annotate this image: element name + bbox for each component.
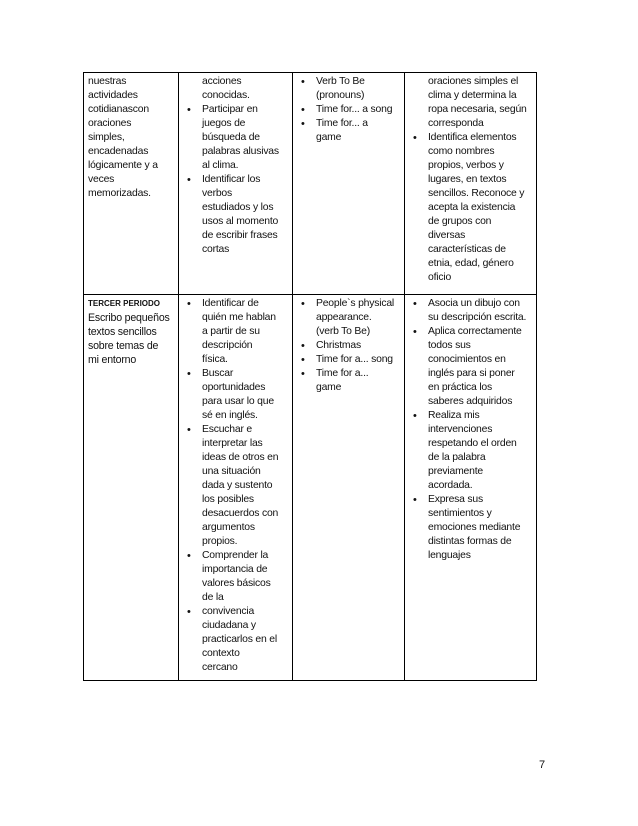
text-line: ciudadana y — [202, 620, 256, 631]
bullet-item — [316, 353, 400, 367]
text-line: practicarlos en el — [202, 634, 277, 645]
text-line: argumentos — [202, 522, 255, 533]
text-line: lugares, en textos — [428, 174, 507, 185]
text-line: verbos — [202, 188, 232, 199]
text-line: • Verb To Be — [316, 76, 365, 87]
text-line: contexto — [202, 648, 240, 659]
text-line: • Aplica correctamente — [428, 326, 522, 337]
row1-activities-continuation — [183, 75, 288, 103]
text-line: previamente — [428, 466, 483, 477]
row1-indicators-continuation — [409, 75, 532, 131]
text-line: • convivencia — [202, 606, 255, 617]
table-row — [84, 73, 537, 295]
text-line: de escribir frases — [202, 230, 278, 241]
bullet-item — [202, 605, 288, 675]
text-line: sé en inglés. — [202, 410, 258, 421]
bullet-item — [316, 75, 400, 103]
text-line: a partir de su — [202, 326, 260, 337]
text-line: su descripción escrita. — [428, 312, 527, 323]
row2-topics-list — [297, 297, 400, 395]
text-line: propios. — [202, 536, 238, 547]
row2-competence-cell — [84, 295, 179, 681]
text-line: • Asocia un dibujo con — [428, 298, 520, 309]
text-line: etnia, edad, género — [428, 258, 514, 269]
row1-activities-list — [183, 103, 288, 257]
text-line: actividades — [88, 90, 138, 101]
text-line: valores básicos — [202, 578, 271, 589]
text-line: una situación — [202, 466, 261, 477]
text-line: • Expresa sus — [428, 494, 483, 505]
text-line: saberes adquiridos — [428, 396, 513, 407]
text-line: • Participar en — [202, 104, 258, 115]
row1-indicators-cell — [405, 73, 537, 295]
text-line: • Time for a... — [316, 368, 369, 379]
text-line: • Time for... a song — [316, 104, 393, 115]
text-line: textos sencillos — [88, 326, 157, 338]
text-line: juegos de — [202, 118, 246, 129]
row2-indicators-list — [409, 297, 532, 563]
row2-activities-cell — [179, 295, 293, 681]
row1-competence-text — [88, 75, 174, 201]
text-line: • People`s physical — [316, 298, 395, 309]
bullet-item — [316, 339, 400, 353]
text-line: interpretar las — [202, 438, 263, 449]
text-line: • Comprender la — [202, 550, 269, 561]
text-line: acordada. — [428, 480, 473, 491]
text-line: los posibles — [202, 494, 254, 505]
row2-topics-cell — [293, 295, 405, 681]
text-line: de grupos con — [428, 216, 492, 227]
continued-item — [202, 75, 288, 103]
text-line: clima y determina la — [428, 90, 517, 101]
text-line: usos al momento — [202, 216, 279, 227]
text-line: ideas de otros en — [202, 452, 279, 463]
text-line: oraciones — [88, 118, 132, 129]
text-line: memorizadas. — [88, 188, 151, 199]
text-line: • Buscar — [202, 368, 234, 379]
text-line: quién me hablan — [202, 312, 276, 323]
text-line: distintas formas de — [428, 536, 512, 547]
text-line: cotidianascon — [88, 104, 149, 115]
text-line: emociones mediante — [428, 522, 521, 533]
text-line: conocimientos en — [428, 354, 506, 365]
text-line: conocidas. — [202, 90, 250, 101]
text-line: lenguajes — [428, 550, 471, 561]
text-line: acciones — [202, 76, 242, 87]
text-line: características de — [428, 244, 506, 255]
text-line: • Time for a... song — [316, 354, 393, 365]
text-line: (pronouns) — [316, 90, 365, 101]
text-line: todos sus — [428, 340, 471, 351]
row2-activities-list — [183, 297, 288, 675]
row2-indicators-cell — [405, 295, 537, 681]
text-line: encadenadas — [88, 146, 149, 157]
bullet-item — [428, 409, 532, 493]
text-line: mi entorno — [88, 354, 137, 366]
text-line: veces — [88, 174, 115, 185]
text-line: sencillos. Reconoce y — [428, 188, 525, 199]
bullet-item — [202, 367, 288, 423]
bullet-item — [316, 367, 400, 395]
period-title: TERCER PERIODO — [88, 299, 161, 308]
text-line: • Identificar los — [202, 174, 261, 185]
row1-indicators-list — [409, 131, 532, 285]
row1-topics-cell — [293, 73, 405, 295]
bullet-item — [428, 493, 532, 563]
text-line: • Identificar de — [202, 298, 259, 309]
text-line: nuestras — [88, 76, 127, 87]
bullet-item — [202, 423, 288, 549]
text-line: de la — [202, 592, 224, 603]
text-line: oportunidades — [202, 382, 266, 393]
text-line: ropa necesaria, según — [428, 104, 527, 115]
text-line: física. — [202, 354, 228, 365]
text-line: para usar lo que — [202, 396, 274, 407]
text-line: en práctica los — [428, 382, 492, 393]
bullet-item — [316, 103, 400, 117]
bullet-item — [202, 297, 288, 367]
row1-topics-list — [297, 75, 400, 145]
text-line: sentimientos y — [428, 508, 492, 519]
bullet-item — [202, 549, 288, 605]
text-line: oraciones simples el — [428, 76, 519, 87]
text-line: simples, — [88, 132, 125, 143]
bullet-item — [316, 297, 400, 339]
text-line: como nombres — [428, 146, 495, 157]
text-line: lógicamente y a — [88, 160, 158, 171]
text-line: búsqueda de — [202, 132, 260, 143]
curriculum-table — [83, 72, 537, 681]
bullet-item — [428, 297, 532, 325]
text-line: oficio — [428, 272, 452, 283]
text-line: palabras alusivas — [202, 146, 279, 157]
bullet-item — [202, 103, 288, 173]
continued-item — [428, 75, 532, 131]
text-line: • Identifica elementos — [428, 132, 517, 143]
text-line: respetando el orden — [428, 438, 517, 449]
text-line: desacuerdos con — [202, 508, 279, 519]
text-line: game — [316, 382, 342, 393]
text-line: importancia de — [202, 564, 268, 575]
text-line: diversas — [428, 230, 466, 241]
row1-activities-cell — [179, 73, 293, 295]
text-line: • Christmas — [316, 340, 361, 351]
text-line: dada y sustento — [202, 480, 273, 491]
text-line: cercano — [202, 662, 238, 673]
bullet-item — [428, 325, 532, 409]
text-line: Escribo pequeños — [88, 312, 170, 324]
text-line: • Time for... a — [316, 118, 368, 129]
text-line: acepta la existencia — [428, 202, 516, 213]
text-line: sobre temas de — [88, 340, 159, 352]
bullet-item — [202, 173, 288, 257]
bullet-item — [316, 117, 400, 145]
row2-competence-text — [88, 311, 174, 367]
text-line: game — [316, 132, 342, 143]
text-line: cortas — [202, 244, 230, 255]
page-number: 7 — [539, 759, 546, 771]
text-line: descripción — [202, 340, 253, 351]
text-line: intervenciones — [428, 424, 493, 435]
text-line: appearance. — [316, 312, 372, 323]
table-row — [84, 295, 537, 681]
text-line: de la palabra — [428, 452, 486, 463]
text-line: inglés para si poner — [428, 368, 515, 379]
text-line: (verb To Be) — [316, 326, 371, 337]
row1-competence-cell — [84, 73, 179, 295]
text-line: • Realiza mis — [428, 410, 480, 421]
text-line: al clima. — [202, 160, 239, 171]
text-line: corresponda — [428, 118, 484, 129]
bullet-item — [428, 131, 532, 285]
text-line: estudiados y los — [202, 202, 274, 213]
text-line: propios, verbos y — [428, 160, 504, 171]
text-line: • Escuchar e — [202, 424, 252, 435]
